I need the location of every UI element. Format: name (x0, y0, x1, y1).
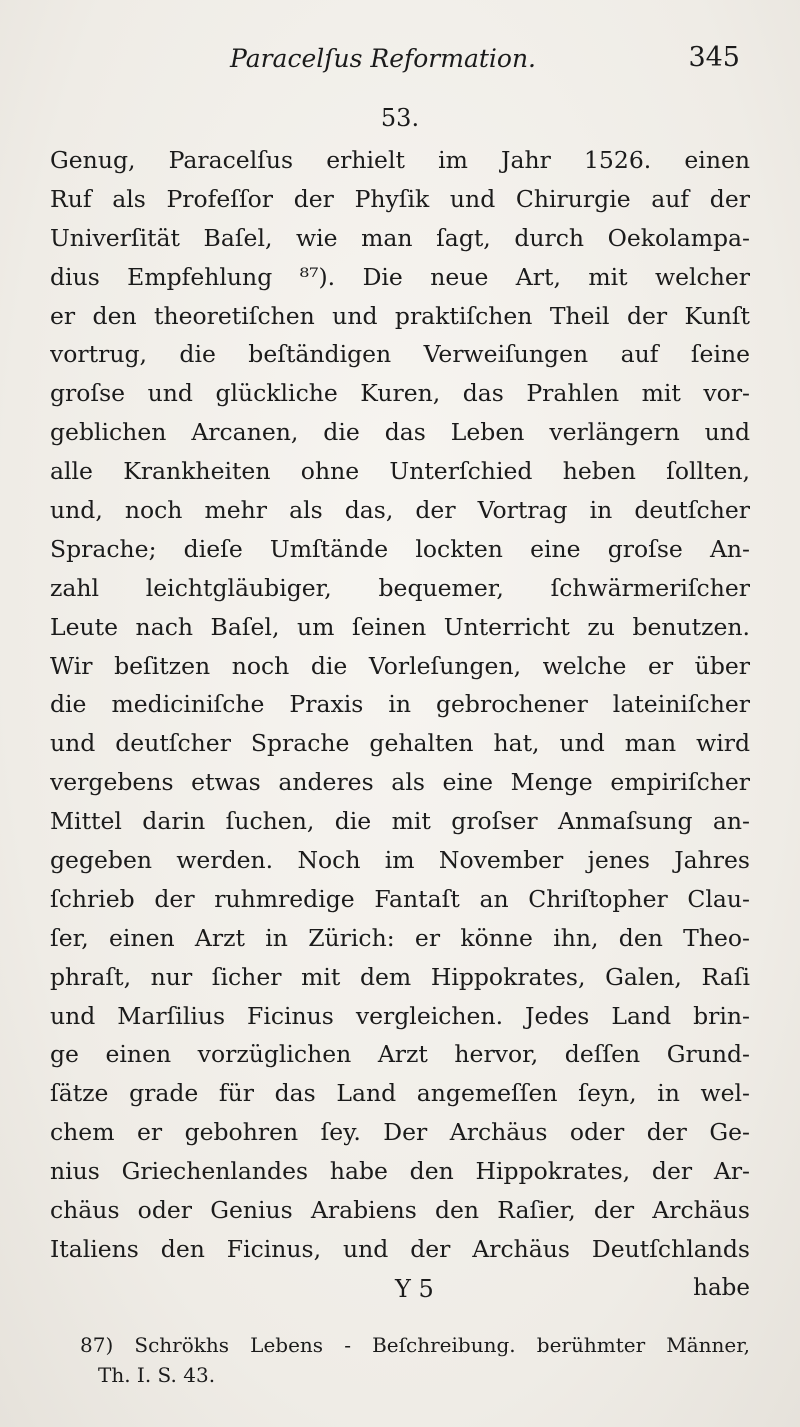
body-text (50, 141, 750, 1269)
text-line: dius Empfehlung ⁸⁷). Die neue Art, mit welcher (50, 262, 750, 291)
page-footline (50, 1275, 750, 1309)
text-line: Univerſität Baſel, wie man ſagt, durch Oekolampa- (50, 223, 750, 252)
text-line: er den theoretiſchen und praktiſchen Theil der Kunſt (50, 301, 750, 330)
text-line: vortrug, die beſtändigen Verweiſungen auf ſeine (50, 340, 750, 369)
text-line: ſätze grade für das Land angemeſſen ſeyn, in wel- (50, 1079, 750, 1108)
text-line: die mediciniſche Praxis in gebrochener lateiniſcher (50, 690, 750, 719)
section-number: 53. (380, 104, 420, 132)
text-line: ſchrieb der ruhmredige Fantaſt an Chriſtopher Clau- (50, 884, 750, 913)
footnote (80, 1330, 750, 1390)
catchword: habe (693, 1275, 750, 1301)
text-line: ge einen vorzüglichen Arzt hervor, deſſen Grund- (50, 1040, 750, 1069)
signature-mark: Y 5 (395, 1275, 434, 1303)
text-line: Genug, Paracelſus erhielt im Jahr 1526. einen (50, 146, 750, 174)
text-line: ſer, einen Arzt in Zürich: er könne ihn, den Theo- (50, 923, 750, 952)
footnote-line: Th. I. S. 43. (98, 1363, 216, 1387)
text-line: Ruf als Profeſſor der Phyſik und Chirurgie auf der (50, 184, 750, 213)
text-line: gegeben werden. Noch im November jenes Jahres (50, 846, 750, 875)
text-line: phraſt, nur ſicher mit dem Hippokrates, Galen, Raſi (50, 962, 750, 991)
text-line: und Marſilius Ficinus vergleichen. Jedes Land brin- (50, 1001, 750, 1030)
text-line: und, noch mehr als das, der Vortrag in deutſcher (50, 496, 750, 525)
text-line: nius Griechenlandes habe den Hippokrates, der Ar- (50, 1157, 750, 1186)
footnote-line: 87) Schrökhs Lebens - Beſchreibung. berühmter Männer, (80, 1333, 750, 1357)
text-line: groſse und glückliche Kuren, das Prahlen mit vor- (50, 379, 750, 408)
page-header (50, 40, 740, 80)
text-line: zahl leichtgläubiger, bequemer, ſchwärmeriſcher (50, 573, 750, 602)
text-line: chäus oder Genius Arabiens den Raſier, der Archäus (50, 1196, 750, 1225)
text-line: geblichen Arcanen, die das Leben verlängern und (50, 418, 750, 447)
running-title: Paracelſus Reformation. (230, 44, 537, 73)
text-line: vergebens etwas anderes als eine Menge empiriſcher (50, 768, 750, 797)
text-line: und deutſcher Sprache gehalten hat, und man wird (50, 729, 750, 758)
text-line: Sprache; dieſe Umſtände lockten eine groſse An- (50, 534, 750, 563)
text-line: Leute nach Baſel, um ſeinen Unterricht zu benutzen. (50, 612, 750, 641)
text-line: Mittel darin ſuchen, die mit groſser Anmaſsung an- (50, 807, 750, 836)
text-line: Italiens den Ficinus, und der Archäus Deutſchlands (50, 1234, 750, 1263)
text-line: chem er gebohren ſey. Der Archäus oder der Ge- (50, 1118, 750, 1147)
text-line: Wir beſitzen noch die Vorleſungen, welche er über (50, 651, 750, 680)
page-number: 345 (688, 42, 740, 73)
text-line: alle Krankheiten ohne Unterſchied heben ſollten, (50, 457, 750, 486)
